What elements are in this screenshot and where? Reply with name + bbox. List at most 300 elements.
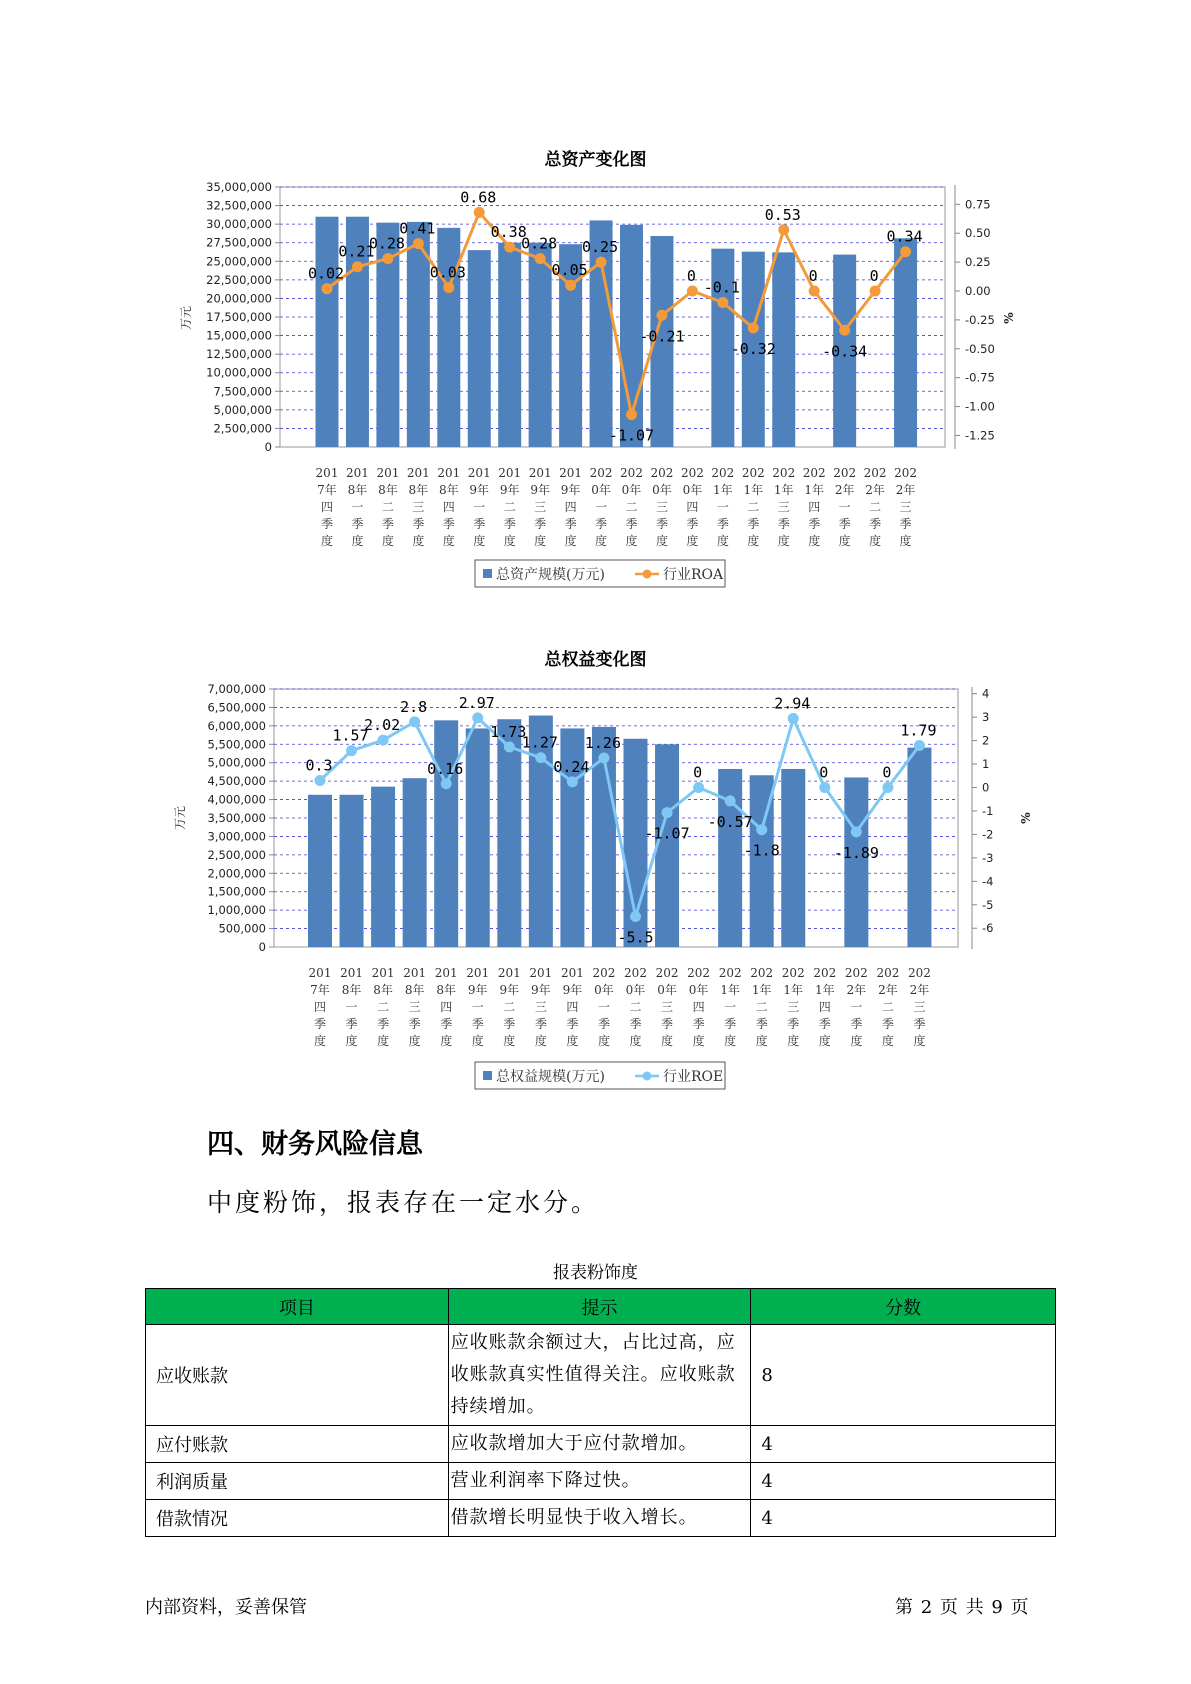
data-label: 2.94 [774,694,811,713]
category-label: 1年 [814,983,835,997]
data-label: 0.28 [368,234,405,253]
category-label: 201 [437,466,461,480]
category-label: 8年 [436,983,457,997]
category-label: 度 [377,1034,390,1048]
category-label: 季 [899,517,912,531]
line-point [504,741,515,752]
category-label: 9年 [499,483,520,497]
data-label: 2.02 [364,716,401,735]
category-label: 季 [747,517,760,531]
category-label: 201 [345,466,369,480]
right-tick-label: 4 [982,686,990,701]
category-label: 三 [913,1000,926,1014]
line-point [725,795,736,806]
category-label: 7年 [317,483,337,497]
category-label: 一 [850,1000,863,1014]
left-tick-label: 4,500,000 [207,774,266,789]
category-label: 度 [838,534,851,548]
category-label: 度 [629,1034,642,1048]
cell-item: 应付账款 [146,1426,449,1463]
category-label: 202 [833,466,857,480]
category-label: 201 [497,966,521,980]
category-label: 四 [686,500,699,514]
table-row [146,1325,1056,1426]
category-label: 度 [777,534,790,548]
left-tick-label: 20,000,000 [206,291,272,306]
category-label: 202 [589,466,613,480]
right-tick-label: -0.75 [965,370,995,385]
data-label: 1.57 [332,726,369,745]
data-label: 2.8 [400,697,428,716]
data-label: -5.5 [617,928,654,947]
data-label: -0.32 [730,339,776,358]
chart-title-total-equity: 总权益变化图 [544,650,647,670]
data-label: 0.38 [490,223,527,242]
cell-score: 4 [751,1463,1056,1500]
category-label: 季 [351,517,364,531]
category-label: 季 [597,1017,610,1031]
line-point [409,716,420,727]
category-label: 二 [381,500,394,514]
category-label: 度 [818,1034,831,1048]
category-label: 8年 [373,983,393,997]
category-label: 度 [625,534,638,548]
category-label: 二 [881,1000,894,1014]
category-label: 202 [750,966,774,980]
right-tick-label: -2 [982,827,994,842]
category-label: 三 [655,500,668,514]
category-label: 季 [629,1017,642,1031]
left-tick-label: 7,000,000 [207,682,266,696]
category-label: 0年 [688,983,709,997]
data-label: 0 [693,763,703,782]
category-label: 201 [315,466,339,480]
left-tick-label: 30,000,000 [206,217,272,232]
right-tick-label: -1.00 [965,399,995,414]
right-tick-label: -0.50 [965,341,995,356]
category-label: 季 [808,517,821,531]
legend-line-label: 行业ROA [663,567,724,583]
category-label: 季 [716,517,729,531]
data-label: -0.57 [707,812,753,831]
footer-note: 内部资料，妥善保管 [145,1597,307,1618]
category-label: 9年 [531,983,551,997]
category-label: 季 [442,517,455,531]
category-label: 季 [661,1017,674,1031]
data-label: 0.28 [521,234,558,253]
line-point [882,782,893,793]
left-tick-label: 12,500,000 [206,347,272,362]
cell-score: 8 [751,1325,1056,1426]
right-tick-label: 3 [982,710,990,725]
category-label: 度 [534,1034,547,1048]
category-label: 2年 [846,983,867,997]
category-label: 9年 [469,483,490,497]
category-label: 度 [869,534,882,548]
page-number: 第 2 页 共 9 页 [895,1597,1029,1618]
category-label: 度 [351,534,364,548]
table-row [146,1463,1056,1500]
category-label: 三 [534,1000,547,1014]
right-tick-label: -4 [982,874,994,889]
risk-summary: 中度粉饰，报表存在一定水分。 [207,1188,600,1217]
category-label: 2年 [878,983,898,997]
cell-item: 借款情况 [146,1500,449,1537]
category-label: 季 [818,1017,831,1031]
category-label: 三 [661,1000,674,1014]
line-point [630,911,641,922]
category-label: 二 [755,1000,768,1014]
category-label: 1年 [751,983,772,997]
category-label: 7年 [310,983,330,997]
category-label: 度 [534,534,547,548]
category-label: 201 [498,466,522,480]
category-label: 季 [381,517,394,531]
category-label: 三 [787,1000,800,1014]
right-tick-label: -1 [982,803,994,818]
category-label: 202 [772,466,796,480]
table-row [146,1426,1056,1463]
category-label: 202 [781,966,805,980]
category-label: 一 [345,1000,358,1014]
line-point [851,826,862,837]
category-label: 四 [818,1000,831,1014]
category-label: 季 [345,1017,358,1031]
category-label: 季 [566,1017,579,1031]
category-label: 度 [747,534,760,548]
category-label: 一 [595,500,608,514]
category-label: 202 [624,966,647,980]
category-label: 度 [564,534,577,548]
data-label: 1.26 [584,733,622,752]
category-label: 度 [503,1034,516,1048]
category-label: 202 [592,966,616,980]
left-tick-label: 17,500,000 [206,310,272,324]
category-label: 三 [408,1000,421,1014]
category-label: 季 [503,517,516,531]
bar [403,778,427,947]
data-label: 0 [819,763,829,782]
category-label: 2年 [909,983,930,997]
category-label: 202 [907,966,931,980]
data-label: -1.07 [608,426,655,445]
category-label: 2年 [895,483,916,497]
bar [655,744,679,947]
category-label: 202 [718,966,742,980]
category-label: 四 [564,500,577,514]
right-tick-label: 0.75 [965,197,991,212]
category-label: 一 [473,500,486,514]
category-label: 四 [808,500,821,514]
line-point [819,782,830,793]
line-point [472,712,483,723]
legend-line-marker [643,1072,652,1081]
category-label: 201 [403,966,427,980]
table-caption: 报表粉饰度 [553,1263,638,1283]
left-tick-label: 15,000,000 [206,328,272,343]
data-label: -0.21 [639,327,685,346]
category-label: 8年 [404,983,425,997]
category-label: 9年 [562,983,583,997]
category-label: 一 [838,500,851,514]
left-axis-unit: 万元 [173,805,187,831]
line-point [788,713,799,724]
category-label: 202 [802,466,826,480]
data-label: 2.97 [458,693,495,712]
line-point [662,807,673,818]
line-point [756,824,767,835]
category-label: 季 [692,1017,705,1031]
category-label: 9年 [467,983,488,997]
left-tick-label: 2,000,000 [207,866,266,881]
category-label: 0年 [652,483,672,497]
category-label: 202 [711,466,735,480]
risk-table [145,1288,1056,1537]
category-label: 9年 [499,983,520,997]
category-label: 度 [595,534,608,548]
category-label: 度 [412,534,425,548]
category-label: 201 [371,966,395,980]
category-label: 201 [467,466,491,480]
table-header-row [146,1289,1056,1325]
line-point [535,752,546,763]
data-label: 0.16 [427,759,464,778]
data-label: 0 [882,763,892,782]
right-tick-label: -0.25 [965,312,995,327]
right-axis-unit: % [1002,312,1016,324]
left-tick-label: 10,000,000 [206,365,272,380]
category-label: 9年 [530,483,550,497]
category-label: 度 [440,1034,453,1048]
right-tick-label: -5 [982,897,994,912]
category-label: 201 [308,966,332,980]
legend-bar-label: 总资产规模(万元) [496,567,605,583]
category-label: 季 [377,1017,390,1031]
category-label: 季 [869,517,882,531]
category-label: 0年 [594,983,614,997]
data-label: 0 [686,267,696,285]
category-label: 四 [313,1000,327,1014]
right-tick-label: 1 [982,757,990,772]
data-label: 1.79 [900,721,937,740]
left-tick-label: 2,500,000 [207,847,266,862]
category-label: 季 [408,1017,421,1031]
header-tip: 提示 [448,1289,751,1325]
category-label: 度 [503,534,516,548]
category-label: 度 [320,534,334,548]
category-label: 1年 [713,483,733,497]
data-label: 0.03 [429,263,466,282]
category-label: 度 [597,1034,610,1048]
category-label: 季 [787,1017,800,1031]
left-tick-label: 25,000,000 [206,254,272,269]
category-label: 三 [534,500,547,514]
category-label: 度 [881,1034,894,1048]
category-label: 四 [440,1000,453,1014]
right-tick-label: 0.00 [965,284,991,298]
left-tick-label: 2,500,000 [213,421,272,436]
category-label: 度 [899,534,912,548]
category-label: 1年 [720,983,740,997]
data-label: 0.41 [399,219,436,238]
right-axis-unit: % [1019,812,1033,824]
line-point [378,735,389,746]
line-point [315,775,326,786]
category-label: 季 [595,517,608,531]
category-label: 季 [564,517,577,531]
category-label: 二 [503,1000,516,1014]
category-label: 201 [466,966,490,980]
cell-item: 利润质量 [146,1463,449,1500]
right-tick-label: 0 [982,780,990,795]
data-label: 1.27 [521,733,558,752]
cell-tip: 借款增长明显快于收入增长。 [448,1500,751,1537]
line-point [914,740,925,751]
category-label: 1年 [804,483,825,497]
category-label: 季 [625,517,638,531]
bar [497,719,521,947]
category-label: 8年 [378,483,398,497]
category-label: 202 [844,966,868,980]
category-label: 季 [440,1017,453,1031]
right-tick-label: -3 [982,850,994,865]
category-label: 季 [724,1017,737,1031]
category-label: 季 [313,1017,327,1031]
data-label: 0 [808,267,818,285]
category-label: 1年 [743,483,764,497]
category-label: 度 [471,1034,484,1048]
category-label: 季 [755,1017,768,1031]
bar [434,720,458,947]
category-label: 度 [787,1034,800,1048]
header-item: 项目 [146,1289,449,1325]
category-label: 2年 [865,483,885,497]
category-label: 四 [566,1000,579,1014]
left-tick-label: 6,500,000 [207,700,266,715]
data-label: 0.53 [764,205,801,224]
category-label: 度 [313,1034,327,1048]
left-tick-label: 0 [258,940,266,954]
category-label: 8年 [438,483,459,497]
cell-tip: 应收款增加大于应付款增加。 [448,1426,751,1463]
right-tick-label: 0.50 [965,226,991,241]
category-label: 季 [473,517,486,531]
category-label: 季 [412,517,425,531]
category-label: 季 [838,517,851,531]
category-label: 201 [376,466,400,480]
category-label: 一 [597,1000,610,1014]
category-label: 度 [345,1034,358,1048]
category-label: 四 [692,1000,705,1014]
category-label: 202 [894,466,918,480]
right-tick-label: 2 [982,733,990,748]
category-label: 0年 [657,983,677,997]
category-label: 202 [876,966,900,980]
data-label: 0.3 [305,756,333,775]
category-label: 一 [471,1000,484,1014]
category-label: 季 [850,1017,863,1031]
cell-score: 4 [751,1500,1056,1537]
category-label: 三 [899,500,912,514]
category-label: 201 [406,466,430,480]
bar [907,748,931,947]
category-label: 季 [913,1017,926,1031]
cell-tip: 营业利润率下降过快。 [448,1463,751,1500]
right-tick-label: 0.25 [965,255,991,270]
left-tick-label: 32,500,000 [206,198,272,213]
category-label: 度 [755,1034,768,1048]
cell-tip: 应收账款余额过大，占比过高，应收账款真实性值得关注。应收账款持续增加。 [448,1325,751,1426]
data-label: -1.07 [644,824,690,843]
category-label: 0年 [591,483,611,497]
left-tick-label: 1,000,000 [207,903,266,918]
cell-item: 应收账款 [146,1325,449,1426]
category-label: 度 [442,534,455,548]
category-label: 202 [680,466,704,480]
category-label: 8年 [408,483,429,497]
category-label: 2年 [834,483,855,497]
category-label: 二 [625,500,638,514]
category-label: 二 [747,500,760,514]
category-label: 度 [724,1034,737,1048]
category-label: 二 [629,1000,642,1014]
bar [340,795,364,947]
category-label: 二 [869,500,882,514]
line-point [441,778,452,789]
line-point [346,745,357,756]
right-tick-label: -6 [982,921,994,936]
data-label: 0.05 [551,261,588,280]
category-label: 202 [655,966,679,980]
left-tick-label: 0 [264,440,272,454]
category-label: 1年 [783,983,804,997]
category-label: 0年 [625,983,646,997]
data-label: 0.68 [460,188,497,207]
left-axis-unit: 万元 [179,305,193,331]
left-tick-label: 35,000,000 [206,180,272,194]
category-label: 202 [813,966,837,980]
header-score: 分数 [751,1289,1056,1325]
table-row [146,1500,1056,1537]
data-label: -1.89 [833,843,879,862]
category-label: 三 [412,500,425,514]
data-label: 1.73 [490,722,527,741]
category-label: 度 [692,1034,705,1048]
bar [466,728,490,947]
left-tick-label: 7,500,000 [213,384,272,399]
chart-title-total-assets: 总资产变化图 [544,150,647,170]
left-tick-label: 4,000,000 [207,792,266,807]
category-label: 一 [716,500,729,514]
category-label: 0年 [682,483,703,497]
data-label: 0.02 [307,264,345,283]
category-label: 季 [777,517,790,531]
data-label: 0.21 [338,242,375,261]
line-point [598,752,609,763]
right-tick-label: -1.25 [965,428,995,443]
category-label: 一 [724,1000,737,1014]
left-tick-label: 3,000,000 [207,829,266,844]
category-label: 季 [534,517,547,531]
legend-bar-label: 总权益规模(万元) [496,1069,605,1085]
left-tick-label: 1,500,000 [207,884,266,899]
category-label: 201 [560,966,584,980]
category-label: 二 [503,500,516,514]
category-label: 0年 [621,483,642,497]
category-label: 度 [655,534,668,548]
category-label: 201 [340,966,364,980]
category-label: 201 [434,966,458,980]
